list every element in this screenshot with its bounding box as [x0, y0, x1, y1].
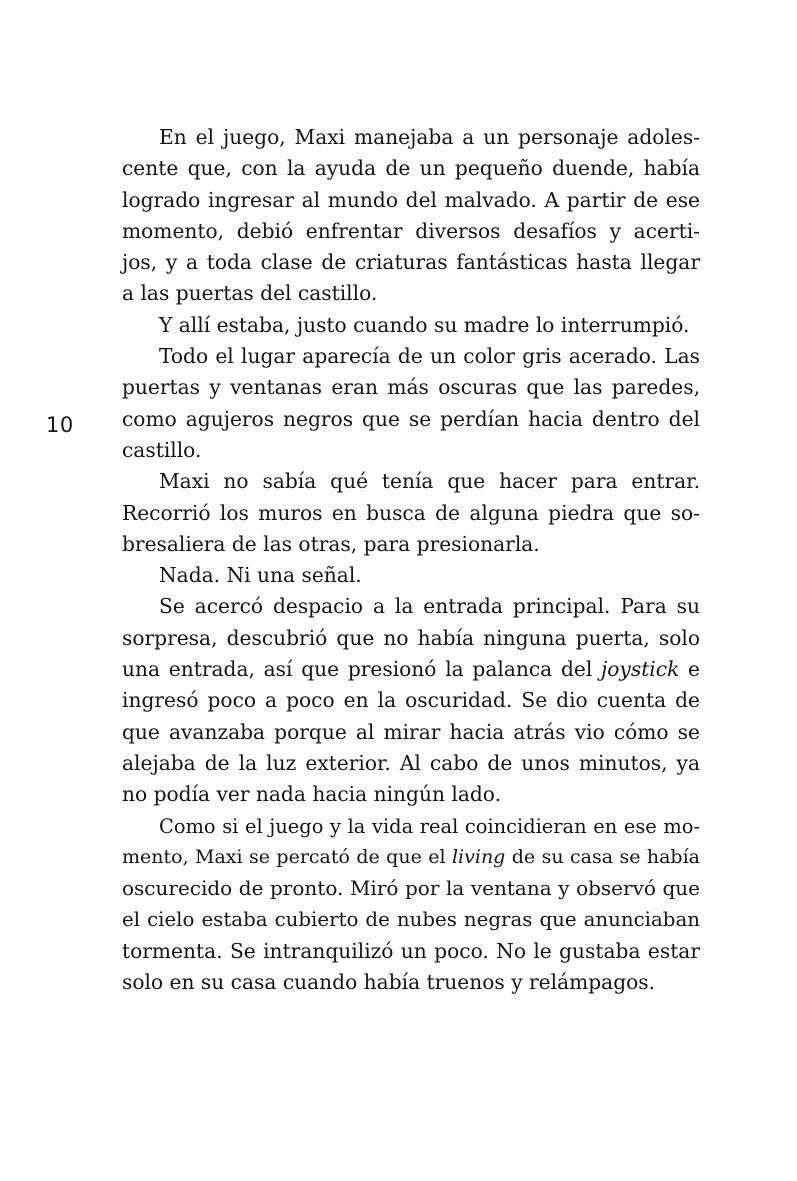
text-line: el cielo estaba cubierto de nubes negras que anunciaban [122, 908, 700, 932]
paragraph [122, 811, 700, 999]
paragraph [122, 341, 700, 466]
text-line: alejaba de la luz exterior. Al cabo de unos minutos, ya [122, 750, 700, 775]
text-segment: e [679, 657, 700, 682]
text-line: ingresó poco a poco en la oscuridad. Se dio cuenta de [122, 688, 700, 713]
text-line: logrado ingresar al mundo del malvado. A partir de ese [122, 187, 700, 212]
text-line: sorpresa, descubrió que no había ninguna puerta, solo [122, 625, 700, 650]
italic-term: living [451, 845, 506, 868]
text-line: puertas y ventanas eran más oscuras que las paredes, [122, 375, 700, 400]
text-line [122, 842, 700, 873]
text-line: oscurecido de pronto. Miró por la ventana y observó que [122, 876, 700, 901]
text-line: Nada. Ni una señal. [159, 563, 362, 588]
italic-term: joystick [601, 657, 680, 682]
text-segment: de su casa se había [505, 845, 700, 868]
paragraph [122, 122, 700, 310]
paragraph [122, 560, 700, 591]
text-line: solo en su casa cuando había truenos y relámpagos. [122, 970, 656, 995]
text-line: Y allí estaba, justo cuando su madre lo interrumpió. [159, 312, 690, 337]
paragraph [122, 591, 700, 810]
paragraph [122, 310, 700, 341]
text-line: Se acercó despacio a la entrada principal. Para su [159, 594, 700, 619]
text-line: En el juego, Maxi manejaba a un personaje adoles- [159, 125, 700, 149]
text-line: bresaliera de las otras, para presionarla. [122, 531, 540, 556]
text-line: tormenta. Se intranquilizó un poco. No le gustaba estar [122, 938, 700, 963]
text-line: Como si el juego y la vida real coincidieran en ese mo- [159, 814, 700, 838]
text-line: como agujeros negros que se perdían hacia dentro del [122, 406, 700, 431]
text-line: que avanzaba porque al mirar hacia atrás vio cómo se [122, 719, 700, 744]
text-segment: una entrada, así que presionó la palanca del [122, 657, 602, 682]
text-line: cente que, con la ayuda de un pequeño duende, había [122, 156, 700, 181]
text-line: Recorrió los muros en busca de alguna piedra que so- [122, 500, 700, 525]
text-line [122, 654, 700, 685]
text-line: Todo el lugar aparecía de un color gris acerado. Las [159, 344, 700, 369]
text-line: momento, debió enfrentar diversos desafíos y acerti- [122, 218, 700, 243]
paragraph [122, 466, 700, 560]
text-line: castillo. [122, 437, 202, 462]
text-line: Maxi no sabía qué tenía que hacer para entrar. [159, 469, 700, 494]
text-segment: mento, Maxi se percató de que el [122, 845, 452, 868]
page-number: 10 [46, 413, 74, 437]
text-line: a las puertas del castillo. [122, 281, 378, 306]
body-text [122, 122, 700, 998]
text-line: no podía ver nada hacia ningún lado. [122, 782, 501, 807]
text-line: jos, y a toda clase de criaturas fantásticas hasta llegar [122, 250, 700, 275]
